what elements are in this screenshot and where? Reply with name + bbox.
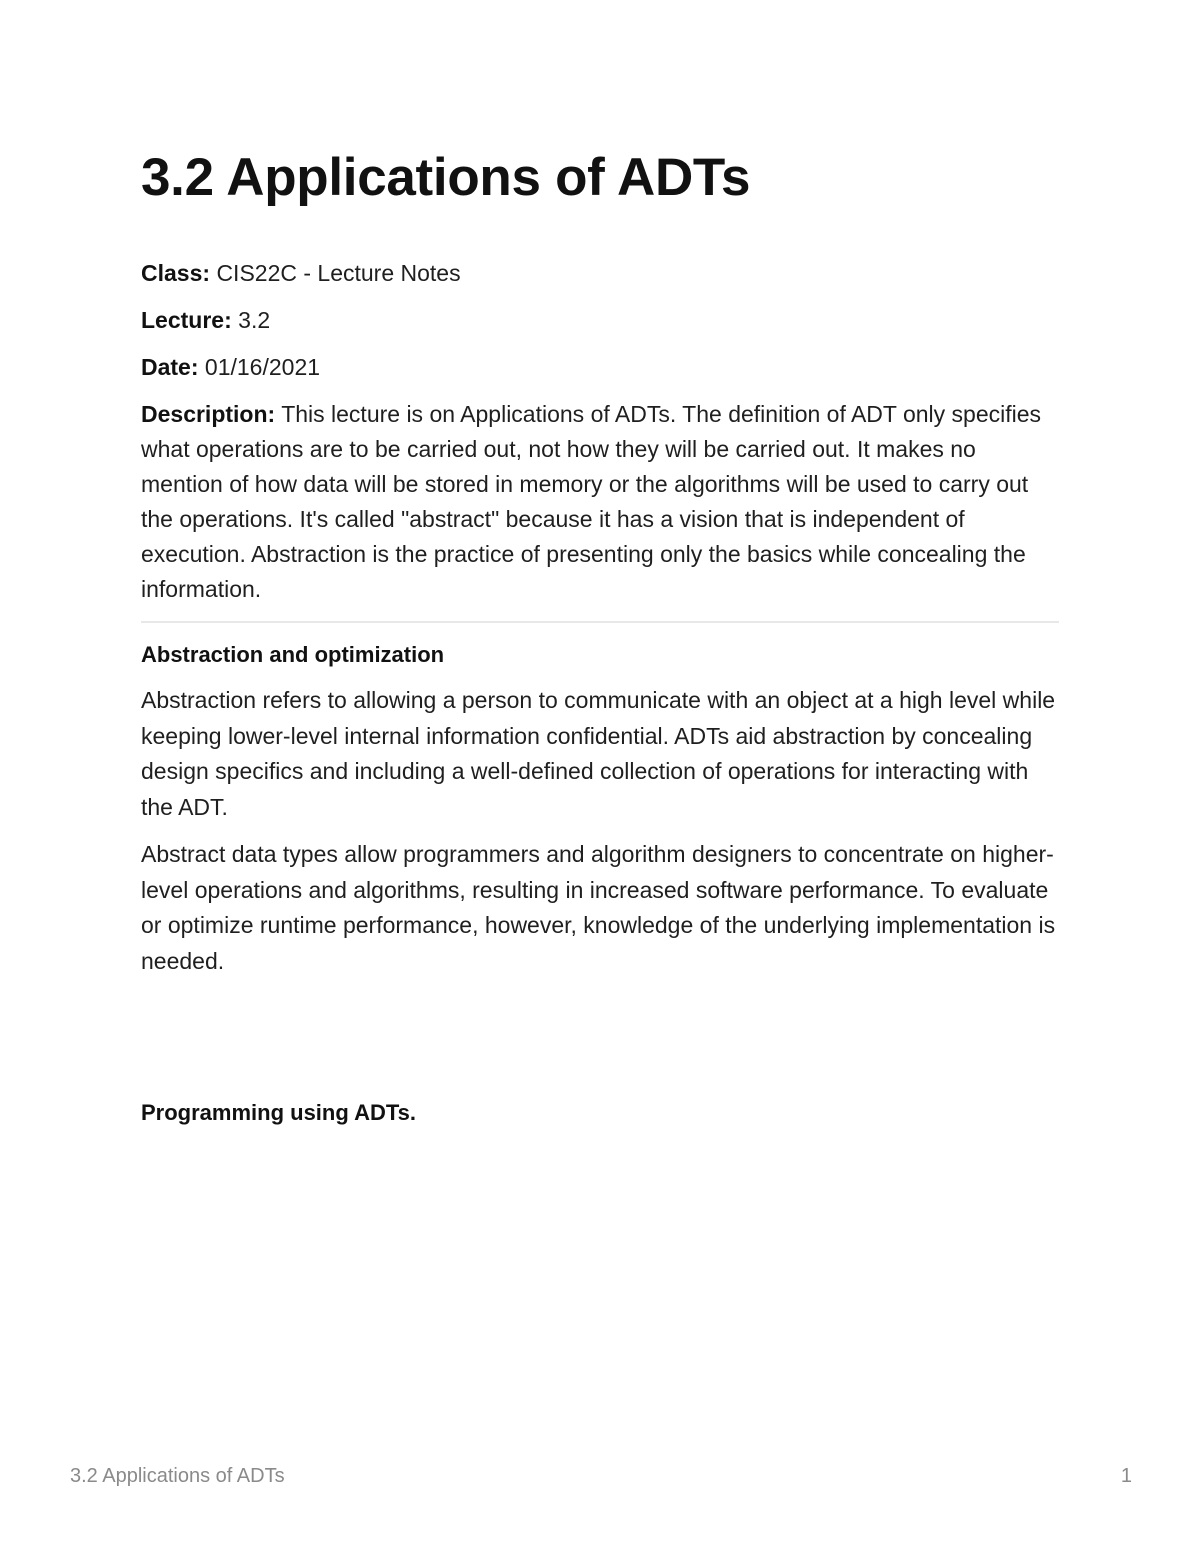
paragraph-abstraction-1: Abstraction refers to allowing a person to communicate with an object at a high level while keeping lower-level internal information confidential. ADTs aid abstraction by concealing design specifics and including a well-defined collection of operations for interacting with the ADT.: [141, 687, 1056, 820]
description-colon: :: [267, 401, 276, 427]
lecture-field: [141, 303, 1061, 338]
date-label: Date: [141, 354, 191, 380]
class-field: [141, 256, 1061, 291]
footer-title: 3.2 Applications of ADTs: [70, 1465, 285, 1487]
date-field: [141, 350, 1061, 385]
class-value: CIS22C - Lecture Notes: [216, 260, 461, 286]
class-colon: :: [202, 260, 211, 286]
section-heading-abstraction: Abstraction and optimization: [141, 642, 445, 667]
lecture-value: 3.2: [238, 307, 271, 333]
section-divider: [141, 621, 1059, 623]
document-body: [141, 256, 1061, 1141]
date-value: 01/16/2021: [204, 354, 321, 380]
lecture-colon: :: [224, 307, 232, 333]
date-colon: :: [190, 354, 199, 380]
paragraph-abstraction-2: Abstract data types allow programmers and algorithm designers to concentrate on higher-level operations and algorithms, resulting in increased software performance. To evaluate or optimize runtime performance, however, knowledge of the underlying implementation is needed.: [141, 841, 1056, 974]
lecture-label: Lecture: [141, 307, 225, 333]
description-field: [141, 397, 1061, 607]
page-number: 1: [1120, 1465, 1132, 1487]
section-heading-programming: Programming using ADTs.: [141, 1100, 417, 1125]
page-title: 3.2 Applications of ADTs: [141, 148, 751, 207]
description-value: This lecture is on Applications of ADTs. The definition of ADT only specifies what operations are to be carried out, not how they will be carried out. It makes no mention of how data will be stored in memory or the algorithms will be used to carry out the operations. It's called "abstract" because it has a vision that is independent of execution. Abstraction is the practice of presenting only the basics while concealing the information.: [141, 401, 1042, 602]
blank-space: [141, 991, 1061, 1097]
description-label: Description: [141, 401, 268, 427]
class-label: Class: [141, 260, 203, 286]
